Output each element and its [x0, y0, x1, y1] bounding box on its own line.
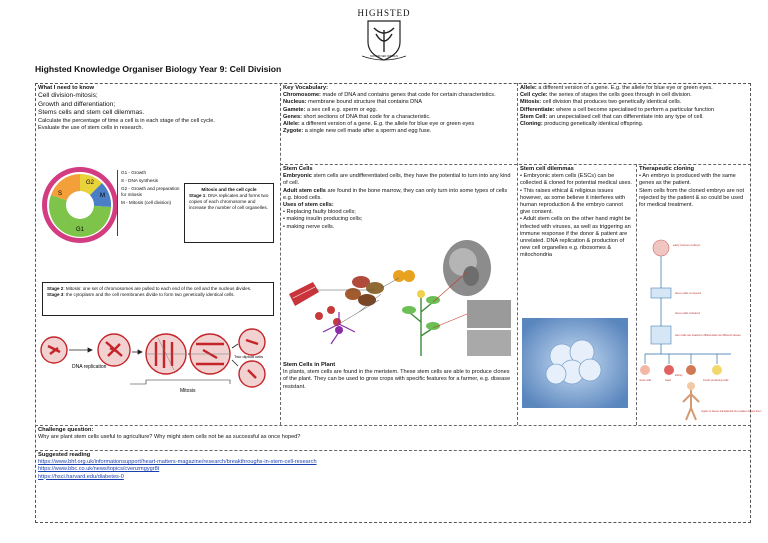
- dilemma-point: • This raises ethical & religious issues however, as some believe it interferes with human reproduction & the embryo cannot give consent.: [520, 187, 626, 216]
- early-embryo-icon: [653, 240, 669, 256]
- stem-adult: Adult stem cells are found in the bone marrow, they can only turn into some types of cells e.g. blood cells.: [283, 187, 508, 201]
- patient-icon: [683, 382, 699, 420]
- school-name: HIGHSTED: [357, 8, 411, 18]
- challenge-heading: Challenge question:: [38, 427, 94, 433]
- stage2-text: : Mitosis: one set of chromosomes are pulled to each end of the cell and the nucleus divides.: [63, 286, 252, 291]
- reading-link[interactable]: https://www.bhf.org.uk/informationsupport/heart-matters-magazine/research/breakthroughs-in-stem-cell-research: [38, 459, 317, 466]
- mitosis-stage1-box: [184, 183, 274, 243]
- divider-col-3: [636, 164, 637, 425]
- petri-dish-icon: [651, 288, 671, 298]
- stage2-3-box: [42, 282, 274, 316]
- suggested-reading: [38, 452, 748, 492]
- stage3-text: : the cytoplasm and the cell membranes divide to form two genetically identical cells.: [63, 292, 235, 297]
- what-i-need-to-know: [38, 85, 278, 145]
- divider-col-2: [517, 83, 518, 425]
- vocab-item: Genes: short sections of DNA that code for a characteristic.: [283, 113, 431, 120]
- vocab-item: Chromosome: made of DNA and contains genes that code for certain characteristics.: [283, 92, 496, 99]
- cell-cycle-diagram: [40, 165, 120, 245]
- two-diploid-cells-label: Two diploid cells: [234, 354, 264, 359]
- stem-heading: Stem Cells: [283, 166, 313, 172]
- use-item: • making insulin producing cells;: [283, 216, 363, 223]
- know-task: Calculate the percentage of time a cell is in each stage of the cell cycle.: [38, 117, 215, 124]
- cycle-label-g1: G1: [76, 227, 85, 233]
- stem-cell-illustrations: [283, 232, 515, 360]
- cloning-point: Stem cells from the cloned embryo are not rejected by the patient & so could be used for medical treatment.: [639, 187, 745, 209]
- cloning-label: stem cells cultured: [675, 311, 700, 315]
- stage2-label: Stage 2: [47, 286, 64, 291]
- know-line: Cell division-mitosis;: [38, 92, 98, 100]
- yellow-cells-icon: [393, 270, 415, 282]
- cloning-heading: Therapeutic cloning: [639, 166, 695, 172]
- legend-m: M - Mitosis (cell division): [121, 200, 172, 205]
- stem-embryonic: Embryonic stem cells are undifferentiated cells, they have the potential to turn into any kind of cell.: [283, 173, 511, 187]
- mitosis-box-title: Mitosis and the cell cycle: [201, 187, 257, 192]
- vocab-item: Allele: a different version of a gene. E.g. the allele for blue eye or green eyes.: [520, 85, 713, 91]
- school-motto: NON SIBI SED OMNIBUS: [370, 55, 398, 58]
- microscope-cell-image-icon: [443, 240, 491, 296]
- vocab-item: Stem Cell: an unspecialised cell that can differentiate into any type of cell.: [520, 113, 704, 120]
- embryo-cells-icon: [546, 340, 601, 384]
- divider-row-2: [35, 425, 751, 426]
- cycle-label-m: M: [100, 193, 105, 199]
- tissue-image-icon: [467, 330, 511, 356]
- stage3-label: Stage 3: [47, 292, 64, 297]
- legend-g1: G1 - Growth: [121, 170, 147, 175]
- know-heading: What I need to know: [38, 85, 95, 91]
- stem-cell-dilemmas: [520, 166, 634, 306]
- know-line: Growth and differentiation;: [38, 100, 116, 108]
- cycle-label-s: S: [58, 191, 63, 197]
- challenge-question: [38, 427, 748, 449]
- flask-icon: [651, 326, 671, 344]
- stage1-text: : DNA replicates and forms two copies of each chromosome and increase the number of cell organelles.: [189, 193, 269, 210]
- vocab-item: Zygote: a single new cell made after a sperm and egg fuse.: [283, 128, 432, 135]
- page-title: Highsted Knowledge Organiser Biology Year 9: Cell Division: [35, 64, 282, 74]
- mitosis-diagram: [38, 318, 278, 398]
- legend-s: S - DNA synthesis: [121, 178, 159, 183]
- stage1-label: Stage 1: [189, 193, 206, 198]
- vocab-item: Allele: a different version of a gene. E.g. the allele for blue eye or green eyes: [283, 121, 475, 128]
- plant-text: In plants, stem cells are found in the meristem. These stem cells are able to produce clones of the plant. They can be used to grow crops with specific features for a farmer, e.g. disease resistant.: [283, 369, 511, 390]
- embryo-micrograph: [522, 318, 628, 408]
- therapeutic-cloning-diagram: [639, 236, 762, 424]
- know-task: Evaluate the use of stem cells in research.: [38, 125, 144, 132]
- cloning-label: early human embryo: [673, 243, 701, 247]
- plant-icon: [402, 290, 440, 356]
- cloning-label: kidney: [675, 374, 683, 377]
- cloning-label: insulin producing cells: [703, 379, 729, 382]
- divider-row-1: [280, 164, 751, 165]
- divider-col-1: [280, 83, 281, 425]
- use-item: • making nerve cells.: [283, 223, 335, 230]
- reading-link[interactable]: https://www.bbc.co.uk/news/topics/cvenzmgygr8t: [38, 466, 160, 473]
- mitosis-label: Mitosis: [180, 388, 196, 394]
- cloning-point: • An embryo is produced with the same genes as the patient.: [639, 173, 736, 187]
- vocab-item: Gamete: a sex cell e.g. sperm or egg.: [283, 106, 378, 113]
- vocab-item: Cloning: producing genetically identical offspring.: [520, 121, 644, 128]
- dilemma-point: • Adult stem cells on the other hand might be infected with viruses, as well as triggering an immune response if the donor & patient are unrelated. DNA replication & production of new cell organelles e.g. ribosomes & mitochondria: [520, 216, 631, 259]
- vocab-item: Cell cycle: the series of stages the cells goes through in cell division.: [520, 92, 692, 99]
- school-crest: [352, 8, 416, 66]
- vocab-item: Mitosis: cell division that produces two genetically identical cells.: [520, 99, 682, 106]
- dilemmas-heading: Stem cell dilemmas: [520, 166, 574, 172]
- dilemma-point: • Embryonic stem cells (ESCs) can be collected & cloned for potential medical uses.: [520, 173, 632, 187]
- dna-replication-label: DNA replication: [72, 364, 107, 370]
- therapeutic-cloning: [639, 166, 749, 236]
- vocab-heading: Key Vocabulary:: [283, 85, 328, 91]
- key-vocabulary: [283, 85, 515, 163]
- muscle-tissue-icon: [289, 282, 319, 306]
- plant-heading: Stem Cells in Plant: [283, 362, 336, 368]
- reading-link[interactable]: https://hsci.harvard.edu/diabetes-0: [38, 473, 124, 480]
- stem-cells-in-plant: [283, 362, 515, 422]
- challenge-text: Why are plant stem cells useful to agriculture? Why might stem cells not be as successful as once hoped?: [38, 434, 301, 441]
- cloning-label: nerve cells: [639, 379, 652, 382]
- use-item: • Replacing faulty blood cells;: [283, 209, 356, 216]
- cloning-label: stem cells removed: [675, 291, 701, 295]
- uses-heading: Uses of stem cells:: [283, 202, 334, 209]
- vocab-item: Differentiate: where a cell become specialised to perform a particular function: [520, 106, 715, 113]
- cycle-label-g2: G2: [86, 180, 95, 186]
- key-vocabulary-continued: [520, 85, 748, 163]
- cloning-label: heart: [665, 379, 671, 382]
- legend-g2: G2 - Growth and preparation for mitosis: [121, 186, 180, 197]
- know-line: Stems cells and stem cell dilemmas.: [38, 109, 145, 117]
- reading-heading: Suggested reading: [38, 452, 91, 458]
- cloning-label: stem cells are treated to differentiate into different tissues: [675, 334, 741, 337]
- nerve-cell-icon: [323, 312, 355, 344]
- stem-cells-section: [283, 166, 515, 232]
- blood-cells-icon: [315, 276, 384, 326]
- cycle-legend: [117, 170, 181, 236]
- vocab-item: Nucleus: membrane bound structure that contains DNA: [283, 99, 422, 106]
- tissue-image-icon: [467, 300, 511, 328]
- divider-row-3: [35, 450, 751, 451]
- cloning-label: organs or tissues transplanted into a patient to cure them: [701, 410, 762, 413]
